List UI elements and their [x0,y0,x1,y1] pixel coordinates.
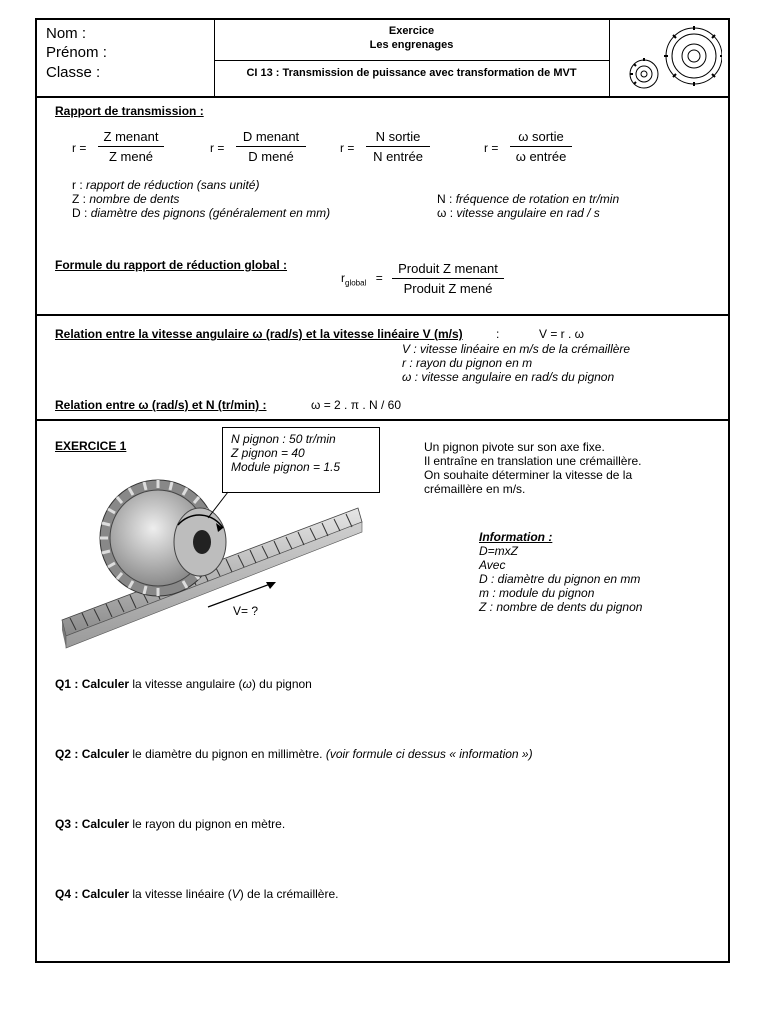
rack-pinion-illustration [58,470,368,650]
info-avec: Avec [479,558,506,572]
legend-w-symbol: ω : [437,206,454,220]
q1-omega: ω [242,677,252,691]
q3-verb: Calculer [81,817,130,831]
fraction-z-den: Z mené [108,149,154,164]
r-global-eq: = [375,271,383,285]
r-equals-3: r = [340,141,355,155]
desc-line-1: Un pignon pivote sur son axe fixe. [424,440,605,454]
formula-w: ω = 2 . π . N / 60 [311,398,402,412]
r-equals-1: r = [72,141,87,155]
r-global-r: r [341,271,345,285]
fraction-w-den: ω entrée [515,149,567,164]
legend-z [72,192,179,206]
prenom-label: Prénom : [46,44,107,61]
header-divider-right [609,18,610,96]
fraction-z-num: Z menant [98,129,164,147]
legend-z-symbol: Z : [72,192,86,206]
r-definition: r : rayon du pignon en m [402,356,533,370]
data-z-pignon: Z pignon = 40 [231,446,305,460]
legend-d-text: diamètre des pignons (généralement en mm) [90,206,331,220]
v-definition: V : vitesse linéaire en m/s de la crémaillère [402,342,631,356]
q1-text-a: la vitesse angulaire ( [132,677,243,691]
q2-verb: Calculer [81,747,130,761]
question-1 [55,677,312,691]
r-equals-4: r = [484,141,499,155]
legend-r [72,178,259,192]
fraction-w-num: ω sortie [510,129,572,147]
fraction-z [98,129,164,164]
fraction-n [366,129,430,164]
fraction-d [236,129,306,164]
q4-v: V [231,887,240,901]
q2-note: (voir formule ci dessus « information ») [325,747,533,761]
ci-title: CI 13 : Transmission de puissance avec transformation de MVT [246,67,577,79]
legend-w-text: vitesse angulaire en rad / s [456,206,600,220]
r-global-symbol [341,271,383,287]
legend-z-text: nombre de dents [89,192,180,206]
q4-label: Q4 : [55,887,79,901]
v-unknown-label: V= ? [233,604,259,618]
info-z: Z : nombre de dents du pignon [479,600,643,614]
desc-line-2: Il entraîne en translation une crémaillère. [424,454,642,468]
subject-title: Les engrenages [369,39,454,51]
relation-colon: : [496,327,500,341]
fraction-w [510,129,572,164]
q2-label: Q2 : [55,747,79,761]
fraction-d-den: D mené [248,149,294,164]
legend-r-symbol: r : [72,178,83,192]
divider-header [35,96,730,98]
legend-r-text: rapport de réduction (sans unité) [86,178,260,192]
relation-title-2: Relation entre ω (rad/s) et N (tr/min) : [55,398,267,412]
r-equals-2: r = [210,141,225,155]
w-definition: ω : vitesse angulaire en rad/s du pignon [402,370,615,384]
desc-line-4: crémaillère en m/s. [424,482,526,496]
exercice1-title: EXERCICE 1 [55,439,127,453]
q3-label: Q3 : [55,817,79,831]
q3-text: le rayon du pignon en mètre. [132,817,286,831]
rapport-title: Rapport de transmission : [55,104,204,118]
fraction-global [392,261,504,296]
question-4 [55,887,338,901]
classe-label: Classe : [46,64,101,81]
info-d: D : diamètre du pignon en mm [479,572,641,586]
q1-label: Q1 : [55,677,79,691]
q4-text-b: ) de la crémaillère. [239,887,339,901]
divider-relation [35,419,730,421]
nom-label: Nom : [46,25,87,42]
legend-n [437,192,619,206]
legend-d-symbol: D : [72,206,88,220]
fraction-d-num: D menant [236,129,306,147]
legend-n-text: fréquence de rotation en tr/min [455,192,620,206]
divider-rapport [35,314,730,316]
desc-line-3: On souhaite déterminer la vitesse de la [424,468,633,482]
question-3 [55,817,285,831]
global-title: Formule du rapport de réduction global : [55,258,288,272]
exercice-title: Exercice [388,25,435,37]
formula-v: V = r . ω [539,327,585,341]
header-divider-mid [214,60,609,61]
fraction-global-den: Produit Z mené [403,281,493,296]
info-formula: D=mxZ [479,544,518,558]
q2-text: le diamètre du pignon en millimètre. [132,747,323,761]
q4-verb: Calculer [81,887,130,901]
data-module: Module pignon = 1.5 [231,460,341,474]
r-global-sub: global [345,278,367,288]
legend-d [72,206,330,220]
q1-text-b: ) du pignon [251,677,312,691]
callout-line [208,492,228,518]
gears-logo-icon [622,22,722,92]
info-title: Information : [479,530,553,544]
legend-w [437,206,600,220]
info-m: m : module du pignon [479,586,595,600]
relation-title-1: Relation entre la vitesse angulaire ω (rad/s) et la vitesse linéaire V (m/s) [55,327,463,341]
q4-text-a: la vitesse linéaire ( [132,887,232,901]
legend-n-symbol: N : [437,192,453,206]
data-n-pignon: N pignon : 50 tr/min [231,432,336,446]
q1-verb: Calculer [81,677,130,691]
pinion-bore [193,530,211,554]
fraction-global-num: Produit Z menant [392,261,504,279]
fraction-n-den: N entrée [373,149,423,164]
question-2 [55,747,533,761]
fraction-n-num: N sortie [366,129,430,147]
